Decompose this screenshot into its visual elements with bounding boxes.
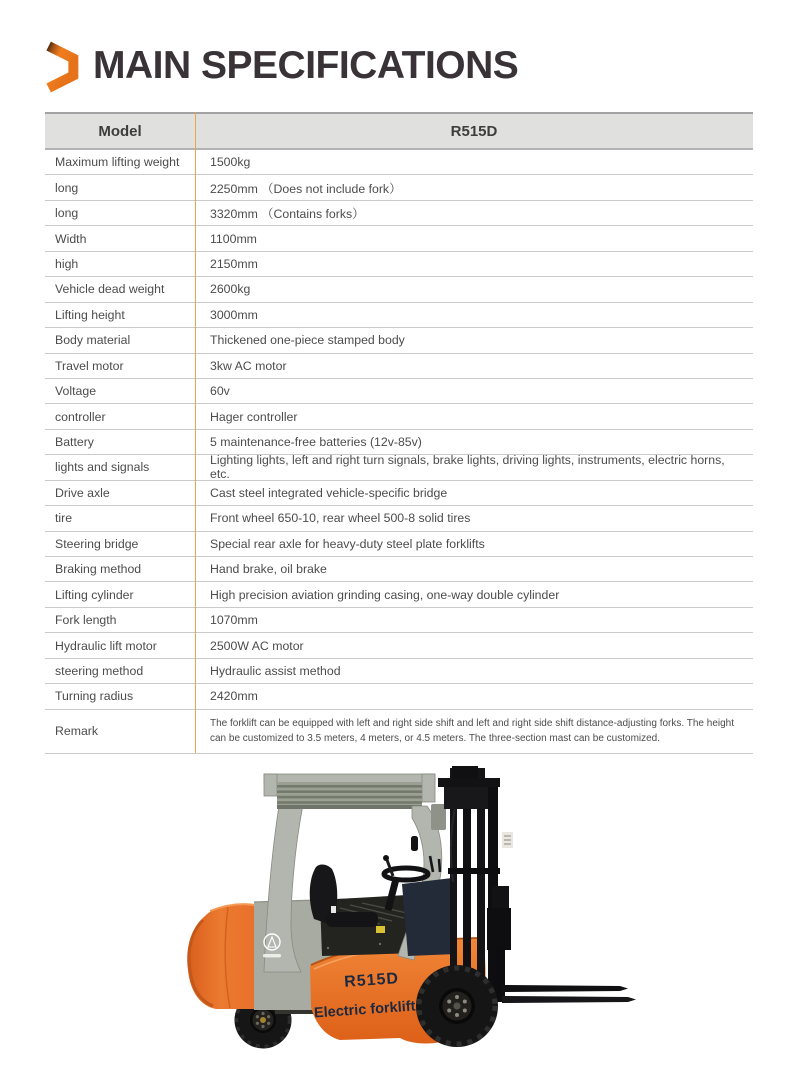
spec-row-label: Battery [55,435,94,450]
spec-row [45,633,753,658]
spec-row-label: long [55,180,79,195]
spec-row-value: 3320mm （Contains forks） [210,207,365,222]
spec-row-value: Hand brake, oil brake [210,562,327,577]
spec-table [45,112,753,754]
spec-row-value: 2420mm [210,689,258,704]
spec-row-value: 1070mm [210,613,258,628]
spec-row-label: Travel motor [55,358,124,373]
console [402,878,456,956]
spec-row [45,277,753,302]
mirror [411,836,418,851]
spec-row-label: Hydraulic lift motor [55,638,157,653]
table-header-row [45,112,753,150]
spec-row-label: high [55,256,79,271]
spec-row-label: Voltage [55,384,97,399]
counterweight [187,904,255,1009]
spec-row-label: controller [55,409,106,424]
spec-row-value: Lighting lights, left and right turn signals, brake lights, driving lights, instruments, electric horns, etc. [210,453,725,482]
spec-row-label: tire [55,511,73,526]
forklift-illustration [180,760,645,1072]
spec-row-value: 1500kg [210,155,251,170]
spec-row-value: Thickened one-piece stamped body [210,333,405,348]
spec-row-value: 1100mm [210,231,257,246]
spec-row-label: Turning radius [55,689,134,704]
spec-row-label: Remark [55,724,99,739]
spec-row-label: Vehicle dead weight [55,282,165,297]
spec-row [45,582,753,607]
warning-sticker [376,926,385,933]
spec-row [45,354,753,379]
spec-row-label: Body material [55,333,131,348]
spec-row-value: 2600kg [210,282,251,297]
spec-row [45,175,753,200]
spec-row [45,506,753,531]
forks [495,946,636,1003]
spec-row-label: Lifting cylinder [55,587,134,602]
spec-row-value: 2250mm （Does not include fork） [210,181,402,196]
spec-row [45,404,753,429]
spec-row [45,455,753,480]
spec-row-value: 3000mm [210,307,258,322]
spec-row-value: 60v [210,384,230,399]
spec-row [45,226,753,251]
spec-row [45,659,753,684]
spec-row-label: steering method [55,663,144,678]
spec-row-label: Maximum lifting weight [55,155,180,170]
header-model-value: R515D [450,122,498,140]
spec-row-value: 2150mm [210,256,258,271]
spec-row-label: lights and signals [55,460,150,475]
spec-row-label: Steering bridge [55,536,139,551]
spec-row [45,201,753,226]
spec-row [45,608,753,633]
spec-row-value: Special rear axle for heavy-duty steel plate forklifts [210,536,485,551]
forklift-image [180,760,645,1072]
page-title: MAIN SPECIFICATIONS [93,43,519,87]
spec-row-value: Hager controller [210,409,298,424]
spec-row-label: Width [55,231,87,246]
spec-row-value: 2500W AC motor [210,638,304,653]
spec-row-value: 3kw AC motor [210,358,287,373]
spec-row-label: Lifting height [55,307,125,322]
page-header [42,36,518,98]
spec-row [45,150,753,175]
spec-row-value: High precision aviation grinding casing, one-way double cylinder [210,587,560,602]
spec-row-label: Drive axle [55,485,110,500]
spec-row [45,710,753,754]
chevron-icon [42,38,80,96]
spec-row [45,303,753,328]
spec-row [45,557,753,582]
spec-row-value: The forklift can be equipped with left and right side shift and left and right side shift distance-adjusting forks. The height can be customized to 3.5 meters, 4 meters, or 4.5 meters. The three-section mast can be customized. [210,718,735,745]
spec-row [45,532,753,557]
front-wheel [416,965,498,1047]
seat [310,865,378,927]
spec-row-value: Cast steel integrated vehicle-specific bridge [210,485,448,500]
spec-row-label: Fork length [55,613,117,628]
spec-row-label: Braking method [55,562,142,577]
spec-row [45,430,753,455]
spec-row [45,328,753,353]
spec-row-value: 5 maintenance-free batteries (12v-85v) [210,435,422,450]
forklift-model-label: R515D [343,970,400,991]
forklift-body-label: Electric forklift [313,998,416,1022]
spec-row [45,481,753,506]
spec-row-value: Hydraulic assist method [210,663,341,678]
spec-row-value: Front wheel 650-10, rear wheel 500-8 solid tires [210,511,471,526]
column-divider [195,112,196,753]
header-model-label: Model [98,122,142,140]
spec-row [45,379,753,404]
spec-row-label: long [55,206,79,221]
spec-row [45,684,753,709]
spec-row [45,252,753,277]
spec-table-body [45,150,753,754]
